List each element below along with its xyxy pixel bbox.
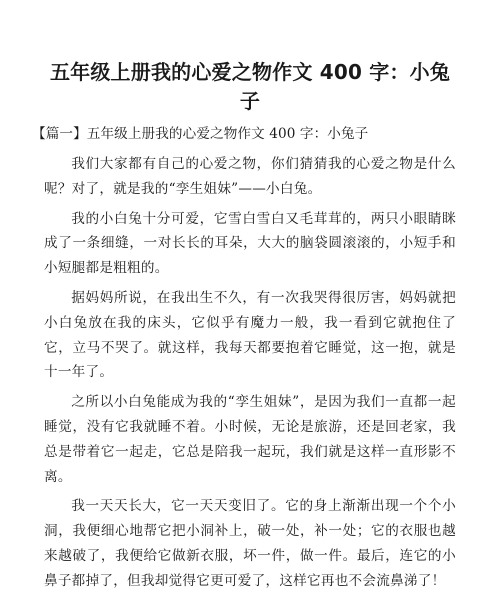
paragraph: 据妈妈所说，在我出生不久，有一次我哭得很厉害，妈妈就把小白兔放在我的床头，它似乎有魔力一般，我一看到它就抱住了它，立马不哭了。就这样，我每天都要抱着它睡觉，这一抱，就是十一年了。 <box>44 289 456 381</box>
paragraph: 我的小白兔十分可爱，它雪白雪白又毛茸茸的，两只小眼睛眯成了一条细缝，一对长长的耳朵，大大的脑袋圆滚滚的，小短手和小短腿都是粗粗的。 <box>44 210 456 277</box>
paragraph: 之所以小白兔能成为我的“孪生姐妹”，是因为我们一直都一起睡觉，没有它我就睡不着。小时候，无论是旅游，还是回老家，我总是带着它一起走，它总是陪我一起玩，我们就是这样一直形影不离。 <box>44 394 456 485</box>
section-heading: 【篇一】五年级上册我的心爱之物作文 400 字：小兔子 <box>32 126 369 142</box>
document-title: 五年级上册我的心爱之物作文 400 字：小兔子 <box>49 60 451 113</box>
paragraph: 我们大家都有自己的心爱之物，你们猜猜我的心爱之物是什么呢？对了，就是我的“孪生姐妹”——小白兔。 <box>44 156 456 197</box>
paragraph: 我一天天长大，它一天天变旧了。它的身上渐渐出现一个个小洞，我便细心地帮它把小洞补上，破一处，补一处；它的衣服也越来越破了，我便给它做新衣服，坏一件，做一件。最后，连它的小鼻子都掉了，但我却觉得它更可爱了，这样它再也不会流鼻涕了！ <box>44 498 456 589</box>
